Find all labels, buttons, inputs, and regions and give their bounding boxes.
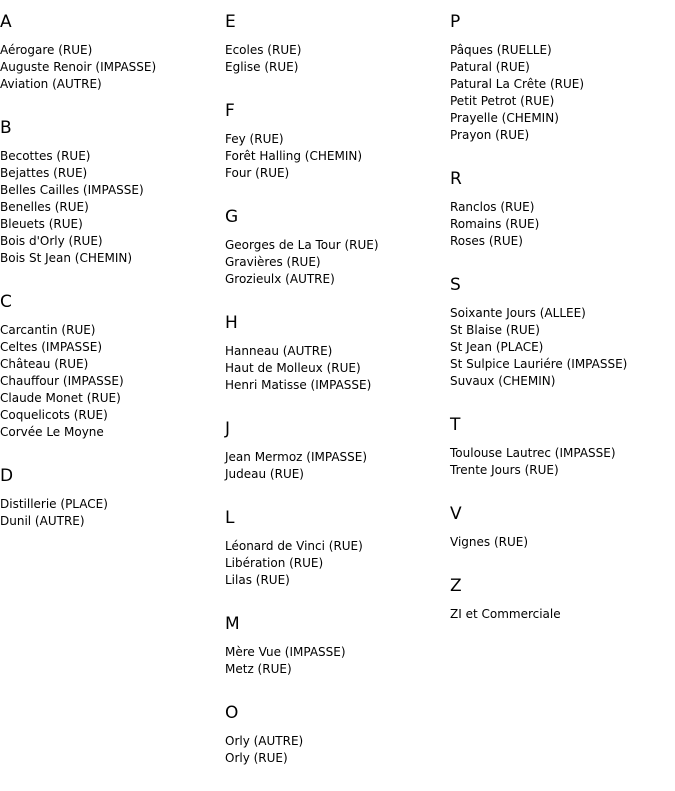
street-item: Belles Cailles (IMPASSE) <box>0 183 144 197</box>
street-list <box>0 42 225 93</box>
street-item: Prayelle (CHEMIN) <box>450 111 559 125</box>
street-list <box>225 42 450 76</box>
street-list <box>225 644 450 678</box>
street-item: Chauffour (IMPASSE) <box>0 374 124 388</box>
letter-group-j <box>225 419 450 483</box>
street-item: Corvée Le Moyne <box>0 425 104 439</box>
letter-heading: Z <box>450 576 462 596</box>
letter-group-l <box>225 508 450 589</box>
letter-heading: J <box>225 419 231 439</box>
street-item: Eglise (RUE) <box>225 60 299 74</box>
letter-group-m <box>225 614 450 678</box>
street-item: Georges de La Tour (RUE) <box>225 238 379 252</box>
street-item: Bejattes (RUE) <box>0 166 88 180</box>
street-list <box>0 322 225 441</box>
letter-group-r <box>450 169 675 250</box>
street-list <box>225 733 450 767</box>
street-item: St Sulpice Lauriére (IMPASSE) <box>450 357 628 371</box>
letter-group-f <box>225 101 450 182</box>
letter-group-t <box>450 415 675 479</box>
letter-heading: A <box>0 12 12 32</box>
street-item: Romains (RUE) <box>450 217 540 231</box>
letter-heading: O <box>225 703 239 723</box>
street-list <box>225 343 450 394</box>
street-item: Léonard de Vinci (RUE) <box>225 539 363 553</box>
street-item: Dunil (AUTRE) <box>0 514 85 528</box>
street-item: Hanneau (AUTRE) <box>225 344 333 358</box>
letter-heading: M <box>225 614 240 634</box>
letter-group-s <box>450 275 675 390</box>
street-item: Aviation (AUTRE) <box>0 77 102 91</box>
letter-group-a <box>0 12 225 93</box>
letter-heading: B <box>0 118 12 138</box>
letter-heading: C <box>0 292 12 312</box>
street-item: Claude Monet (RUE) <box>0 391 121 405</box>
letter-heading: E <box>225 12 236 32</box>
letter-group-g <box>225 207 450 288</box>
street-list <box>450 305 675 390</box>
street-item: Lilas (RUE) <box>225 573 290 587</box>
street-item: Orly (RUE) <box>225 751 288 765</box>
letter-heading: R <box>450 169 462 189</box>
street-index-column-1 <box>0 0 225 530</box>
street-item: Prayon (RUE) <box>450 128 530 142</box>
street-index-column-3 <box>450 0 675 623</box>
letter-heading: F <box>225 101 235 121</box>
street-item: Becottes (RUE) <box>0 149 91 163</box>
street-item: St Jean (PLACE) <box>450 340 544 354</box>
street-item: Patural La Crête (RUE) <box>450 77 585 91</box>
street-item: Toulouse Lautrec (IMPASSE) <box>450 446 616 460</box>
street-item: Grozieulx (AUTRE) <box>225 272 335 286</box>
letter-group-h <box>225 313 450 394</box>
street-list <box>450 606 675 623</box>
street-list <box>225 538 450 589</box>
letter-heading: G <box>225 207 239 227</box>
street-item: Mère Vue (IMPASSE) <box>225 645 346 659</box>
street-item: Ecoles (RUE) <box>225 43 302 57</box>
letter-group-v <box>450 504 675 551</box>
street-list <box>450 199 675 250</box>
street-list <box>0 148 225 267</box>
street-item: Jean Mermoz (IMPASSE) <box>225 450 368 464</box>
letter-heading: S <box>450 275 461 295</box>
street-item: Benelles (RUE) <box>0 200 89 214</box>
letter-group-e <box>225 12 450 76</box>
street-item: Patural (RUE) <box>450 60 530 74</box>
street-list <box>225 237 450 288</box>
street-item: Henri Matisse (IMPASSE) <box>225 378 372 392</box>
letter-heading: P <box>450 12 461 32</box>
street-item: Roses (RUE) <box>450 234 523 248</box>
street-item: Château (RUE) <box>0 357 89 371</box>
street-item: Distillerie (PLACE) <box>0 497 108 511</box>
letter-group-d <box>0 466 225 530</box>
letter-group-o <box>225 703 450 767</box>
street-list <box>450 534 675 551</box>
letter-heading: H <box>225 313 238 333</box>
street-item: Aérogare (RUE) <box>0 43 93 57</box>
street-item: Bleuets (RUE) <box>0 217 83 231</box>
street-item: Auguste Renoir (IMPASSE) <box>0 60 157 74</box>
letter-group-z <box>450 576 675 623</box>
street-item: Soixante Jours (ALLEE) <box>450 306 586 320</box>
street-item: Celtes (IMPASSE) <box>0 340 102 354</box>
letter-group-c <box>0 292 225 441</box>
street-item: ZI et Commerciale <box>450 607 561 621</box>
street-item: Trente Jours (RUE) <box>450 463 559 477</box>
street-item: Metz (RUE) <box>225 662 292 676</box>
street-list <box>450 445 675 479</box>
street-item: Bois St Jean (CHEMIN) <box>0 251 133 265</box>
letter-group-p <box>450 12 675 144</box>
street-item: Orly (AUTRE) <box>225 734 304 748</box>
street-item: Vignes (RUE) <box>450 535 529 549</box>
letter-heading: L <box>225 508 235 528</box>
street-list <box>450 42 675 144</box>
street-item: Gravières (RUE) <box>225 255 321 269</box>
street-item: Libération (RUE) <box>225 556 324 570</box>
street-item: Coquelicots (RUE) <box>0 408 108 422</box>
street-item: Carcantin (RUE) <box>0 323 96 337</box>
street-item: Judeau (RUE) <box>225 467 304 481</box>
street-item: Forêt Halling (CHEMIN) <box>225 149 363 163</box>
street-index-column-2 <box>225 0 450 767</box>
street-list <box>225 131 450 182</box>
street-item: Fey (RUE) <box>225 132 284 146</box>
letter-group-b <box>0 118 225 267</box>
street-item: St Blaise (RUE) <box>450 323 540 337</box>
street-item: Ranclos (RUE) <box>450 200 535 214</box>
letter-heading: V <box>450 504 462 524</box>
street-item: Pâques (RUELLE) <box>450 43 552 57</box>
street-list <box>225 449 450 483</box>
street-item: Four (RUE) <box>225 166 290 180</box>
street-list <box>0 496 225 530</box>
street-item: Suvaux (CHEMIN) <box>450 374 556 388</box>
street-item: Petit Petrot (RUE) <box>450 94 555 108</box>
letter-heading: T <box>450 415 461 435</box>
street-item: Haut de Molleux (RUE) <box>225 361 361 375</box>
letter-heading: D <box>0 466 14 486</box>
street-item: Bois d'Orly (RUE) <box>0 234 103 248</box>
